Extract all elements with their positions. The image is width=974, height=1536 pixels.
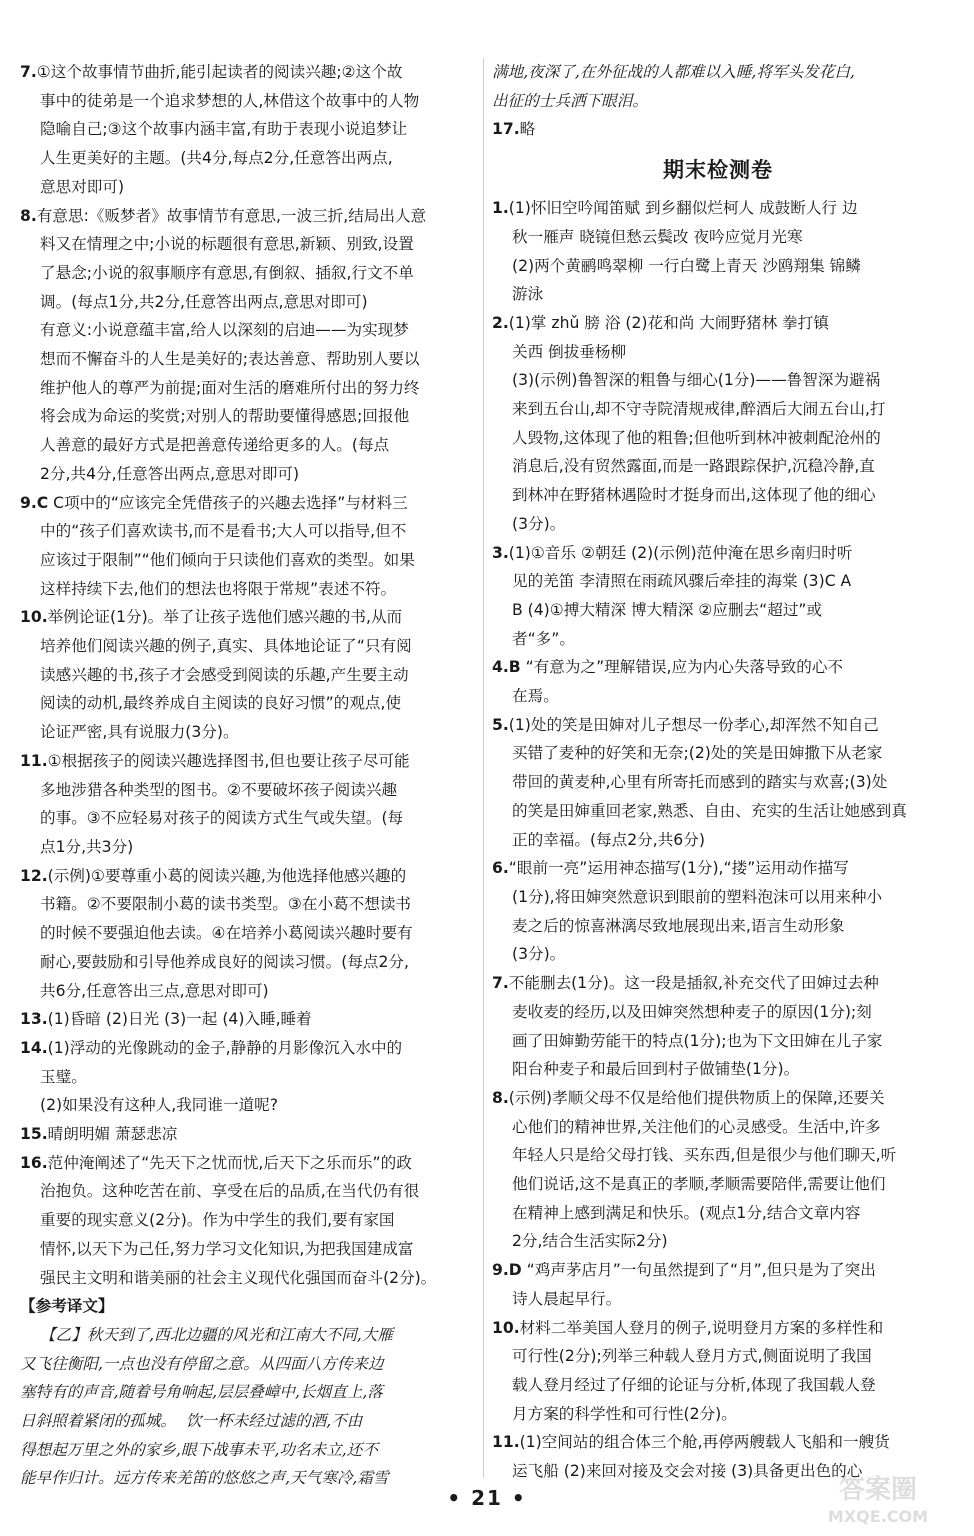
item-number: 7. <box>20 63 37 81</box>
section-title: 期末检测卷 <box>663 158 773 183</box>
translation-line: 得想起万里之外的家乡,眼下战事未平,功名未立,还不 <box>20 1440 378 1459</box>
answer-line: 来到五台山,却不守寺院清规戒律,醉酒后大闹五台山,打 <box>512 400 886 419</box>
item-number: 4.B <box>492 658 521 677</box>
answer-line: 带回的黄麦种,心里有所寄托而感到的踏实与欢喜;(3)处 <box>512 773 888 792</box>
translation-line: 塞特有的声音,随着号角响起,层层叠嶂中,长烟直上,落 <box>20 1383 383 1402</box>
answer-item <box>492 194 944 309</box>
answer-item <box>492 969 944 1084</box>
answer-line: 有意义:小说意蕴丰富,给人以深刻的启迪——为实现梦 <box>40 321 409 340</box>
answer-item <box>20 1005 472 1034</box>
answer-line: 强民主文明和谐美丽的社会主义现代化强国而奋斗(2分)。 <box>40 1268 437 1287</box>
answer-line: 在精神上感到满足和快乐。(观点1分,结合文章内容 <box>512 1203 861 1222</box>
answer-line-first: 7.①这个故事情节曲折,能引起读者的阅读兴趣;②这个故 <box>20 63 403 81</box>
answer-line-first: 17.略 <box>492 120 536 139</box>
answer-line: 的时候不要强迫他去读。④在培养小葛阅读兴趣时要有 <box>40 924 413 943</box>
answer-item <box>20 747 472 862</box>
answer-item <box>20 603 472 747</box>
watermark-logo <box>798 1464 958 1528</box>
answer-line: (1分),将田婶突然意识到眼前的塑料泡沫可以用来种小 <box>512 887 883 906</box>
answer-line: 的事。③不应轻易对孩子的阅读方式生气或失望。(每 <box>40 809 404 828</box>
answer-line: (3)(示例)鲁智深的粗鲁与细心(1分)——鲁智深为避祸 <box>512 371 881 390</box>
answer-line: 事中的徒弟是一个追求梦想的人,林借这个故事中的人物 <box>40 91 420 110</box>
answer-item <box>492 1084 944 1256</box>
item-number: 12. <box>20 866 48 885</box>
answer-item <box>492 115 944 144</box>
answer-line-first: 10.举例论证(1分)。举了让孩子选他们感兴趣的书,从而 <box>20 608 403 627</box>
answer-line: (3分)。 <box>512 514 566 533</box>
answer-line-first: 3.(1)①音乐 ②朝廷 (2)(示例)范仲淹在思乡南归时听 <box>492 543 853 562</box>
answer-line: 诗人晨起早行。 <box>512 1289 622 1308</box>
answer-item <box>20 1120 472 1149</box>
answer-line-first: 8.有意思:《贩梦者》故事情节有意思,一波三折,结局出人意 <box>20 206 427 225</box>
item-number: 3. <box>492 543 509 562</box>
answer-line: 这样持续下去,他们的想法也将限于常规”表述不符。 <box>40 579 397 598</box>
answer-line: 耐心,要鼓励和引导他养成良好的阅读习惯。(每点2分, <box>40 952 409 971</box>
answer-line: (3分)。 <box>512 945 566 964</box>
translation-line: 又飞往衡阳,一点也没有停留之意。从四面八方传来边 <box>20 1354 384 1373</box>
answer-item <box>20 58 472 202</box>
answer-line: 应该过于限制”“他们倾向于只读他们喜欢的类型。如果 <box>40 550 415 569</box>
answer-line-first: 8.(示例)孝顺父母不仅是给他们提供物质上的保障,还要关 <box>492 1088 885 1107</box>
translation-line: 【乙】秋天到了,西北边疆的风光和江南大不同,大雁 <box>40 1325 393 1344</box>
svg-text:MXQE.COM: MXQE.COM <box>827 1507 929 1526</box>
answer-line-first: 13.(1)昏暗 (2)日光 (3)一起 (4)入睡,睡着 <box>20 1010 312 1029</box>
answer-item <box>20 1149 472 1293</box>
answer-line-first: 9.C C项中的“应该完全凭借孩子的兴趣去选择”与材料三 <box>20 493 408 512</box>
answer-item <box>492 58 944 115</box>
item-number: 6. <box>492 859 509 878</box>
answer-line: 月方案的科学性和可行性(2分)。 <box>512 1404 737 1423</box>
item-number: 9.C <box>20 493 49 512</box>
answer-item <box>20 862 472 1006</box>
answer-line: 出征的士兵洒下眼泪。 <box>492 91 648 110</box>
answer-line: 麦收麦的经历,以及田婶突然想种麦子的原因(1分);刻 <box>512 1002 872 1021</box>
item-number: 10. <box>492 1318 520 1337</box>
answer-line: 人善意的最好方式是把善意传递给更多的人。(每点 <box>40 436 390 455</box>
answer-line: 正的幸福。(每点2分,共6分) <box>512 830 705 849</box>
answer-line: 读感兴趣的书,孩子才会感受到阅读的乐趣,产生要主动 <box>40 665 409 684</box>
answer-line: 买错了麦种的好笑和无奈;(2)处的笑是田婶撒下从老家 <box>512 744 883 763</box>
answer-line: 共6分,任意答出三点,意思对即可) <box>40 981 269 1000</box>
answer-line: 关西 倒拔垂杨柳 <box>512 342 627 361</box>
answer-line: 意思对即可) <box>40 177 125 196</box>
answer-item <box>20 489 472 604</box>
item-number: 2. <box>492 313 509 332</box>
answer-line-first: 4.B “有意为之”理解错误,应为内心失落导致的心不 <box>492 658 844 677</box>
item-number: 14. <box>20 1038 48 1057</box>
answer-line-first: 14.(1)浮动的光像跳动的金子,静静的月影像沉入水中的 <box>20 1038 403 1057</box>
answer-line: 心他们的精神世界,关注他们的心灵感受。生活中,许多 <box>512 1117 881 1136</box>
item-number: 5. <box>492 715 509 734</box>
answer-line-first: 5.(1)处的笑是田婶对儿子想尽一份孝心,却浑然不知自己 <box>492 715 879 734</box>
item-number: 13. <box>20 1010 48 1029</box>
answer-line: 2分,结合生活实际2分) <box>512 1232 668 1251</box>
item-number: 8. <box>20 206 37 225</box>
answer-line: 他们说话,这不是真正的孝顺,孝顺需要陪伴,需要让他们 <box>512 1175 886 1194</box>
answer-line: 者“多”。 <box>512 629 575 648</box>
answer-line: 到林冲在野猪林遇险时才挺身而出,这体现了他的细心 <box>512 486 876 505</box>
item-number: 10. <box>20 608 48 627</box>
translation-line: 日斜照着紧闭的孤城。 饮一杯未经过滤的酒,不由 <box>20 1412 363 1431</box>
answer-line: 料又在情理之中;小说的标题很有意思,新颖、别致,设置 <box>40 235 414 254</box>
answer-line: 消息后,没有贸然露面,而是一路跟踪保护,沉稳冷静,直 <box>512 457 875 476</box>
answer-line: 画了田婶勤劳能干的特点(1分);也为下文田婶在儿子家 <box>512 1031 883 1050</box>
answer-line-first: 6.“眼前一亮”运用神态描写(1分),“搂”运用动作描写 <box>492 859 849 878</box>
translation-line: 能早作归计。远方传来羌笛的悠悠之声,天气寒冷,霜雪 <box>20 1469 389 1488</box>
answer-line: 书籍。②不要限制小葛的读书类型。③在小葛不想读书 <box>40 895 412 914</box>
item-number: 1. <box>492 199 509 218</box>
answer-line: 在焉。 <box>512 687 559 706</box>
answer-line: 年轻人只是给父母打钱、买东西,但是很少与他们聊天,听 <box>512 1146 897 1165</box>
answer-line: 隐喻自己;③这个故事内涵丰富,有助于表现小说追梦让 <box>40 120 408 139</box>
reference-title: 【参考译文】 <box>20 1297 114 1316</box>
item-number: 17. <box>492 120 520 139</box>
answer-line: 秋一雁声 晓镜但愁云鬓改 夜吟应觉月光寒 <box>512 227 803 246</box>
answer-item <box>492 309 944 539</box>
item-number: 11. <box>492 1433 520 1452</box>
item-number: 9.D <box>492 1261 522 1280</box>
answer-line-first: 2.(1)掌 zhǔ 膀 浴 (2)花和尚 大闹野猪林 拳打镇 <box>492 313 829 332</box>
item-number: 8. <box>492 1088 509 1107</box>
answer-line: 点1分,共3分) <box>40 837 134 856</box>
answer-line-first: 9.D “鸡声茅店月”一句虽然提到了“月”,但只是为了突出 <box>492 1261 876 1280</box>
answer-line: (2)如果没有这种人,我同谁一道呢? <box>40 1096 279 1115</box>
answer-line-first: 15.晴朗明媚 萧瑟悲凉 <box>20 1125 178 1144</box>
answer-line: 玉璧。 <box>40 1067 87 1086</box>
answer-item <box>20 1034 472 1120</box>
answer-line: 培养他们阅读兴趣的例子,真实、具体地论证了“只有阅 <box>40 637 412 656</box>
svg-text:答案圈: 答案圈 <box>838 1475 918 1505</box>
answer-item <box>492 539 944 654</box>
left-column <box>20 58 472 1493</box>
answer-line-first: 16.范仲淹阐述了“先天下之忧而忧,后天下之乐而乐”的政 <box>20 1153 412 1172</box>
answer-line-first: 11.(1)空间站的组合体三个舱,再停两艘载人飞船和一艘货 <box>492 1433 890 1452</box>
answer-line: 麦之后的惊喜淋漓尽致地展现出来,语言生动形象 <box>512 916 845 935</box>
item-number: 16. <box>20 1153 48 1172</box>
answer-line: 载人登月经过了仔细的论证与分析,体现了我国载人登 <box>512 1375 876 1394</box>
answer-line: 重要的现实意义(2分)。作为中学生的我们,要有家国 <box>40 1211 395 1230</box>
answer-line: 阳台种麦子和最后回到村子做铺垫(1分)。 <box>512 1060 800 1079</box>
answer-line: 多地涉猎各种类型的图书。②不要破坏孩子阅读兴趣 <box>40 780 398 799</box>
answer-line: 人生更美好的主题。(共4分,每点2分,任意答出两点, <box>40 149 393 168</box>
answer-line: 了悬念;小说的叙事顺序有意思,有倒叙、插叙,行文不单 <box>40 263 414 282</box>
page-number: • 21 • <box>447 1486 527 1510</box>
answer-line: 中的“孩子们喜欢读书,而不是看书;大人可以指导,但不 <box>40 522 407 541</box>
answer-item <box>492 854 944 969</box>
answer-line-first: 12.(示例)①要尊重小葛的阅读兴趣,为他选择他感兴趣的 <box>20 866 407 885</box>
answer-item <box>492 1256 944 1313</box>
answer-line: 运飞船 (2)来回对接及交会对接 (3)具备更出色的心 <box>512 1462 863 1481</box>
answer-item <box>492 1314 944 1429</box>
item-number: 15. <box>20 1125 48 1144</box>
right-column <box>492 58 944 1486</box>
answer-item <box>20 202 472 489</box>
answer-line: 2分,共4分,任意答出两点,意思对即可) <box>40 464 300 483</box>
answer-line: 游泳 <box>512 285 544 304</box>
answer-line: B (4)①搏大精深 博大精深 ②应删去“超过”或 <box>512 600 823 619</box>
answer-line-first: 10.材料二举美国人登月的例子,说明登月方案的多样性和 <box>492 1318 884 1337</box>
reference-translation <box>20 1292 472 1493</box>
answer-line: 治抱负。这种吃苦在前、享受在后的品质,在当代仍有很 <box>40 1182 420 1201</box>
answer-line: (2)两个黄鹂鸣翠柳 一行白鹭上青天 沙鸥翔集 锦鳞 <box>512 256 861 275</box>
answer-line: 情怀,以天下为己任,努力学习文化知识,为把我国建成富 <box>40 1239 414 1258</box>
answer-line: 人毁物,这体现了他的粗鲁;但他听到林冲被刺配沧州的 <box>512 428 881 447</box>
answer-line-first: 满地,夜深了,在外征战的人都难以入睡,将军头发花白, <box>492 63 855 81</box>
answer-line: 的笑是田婶重回老家,熟悉、自由、充实的生活让她感到真 <box>512 801 907 820</box>
answer-line: 将会成为命运的奖赏;对别人的帮助要懂得感恩;回报他 <box>40 407 410 426</box>
answer-item <box>492 653 944 710</box>
answer-line-first: 11.①根据孩子的阅读兴趣选择图书,但也要让孩子尽可能 <box>20 751 410 770</box>
answer-line-first: 7.不能删去(1分)。这一段是插叙,补充交代了田婶过去种 <box>492 974 879 993</box>
column-divider <box>483 58 484 1478</box>
answer-line: 维护他人的尊严为前提;面对生活的磨难所付出的努力终 <box>40 378 420 397</box>
answer-line: 论证严密,具有说服力(3分)。 <box>40 723 239 742</box>
item-number: 11. <box>20 751 48 770</box>
answer-line: 见的羌笛 李清照在雨疏风骤后牵挂的海棠 (3)C A <box>512 572 852 591</box>
answer-line: 阅读的动机,最终养成自主阅读的良好习惯”的观点,使 <box>40 694 402 713</box>
answer-line-first: 1.(1)怀旧空吟闻笛赋 到乡翻似烂柯人 成鼓断人行 边 <box>492 199 858 218</box>
answer-item <box>492 711 944 855</box>
answer-line: 想而不懈奋斗的人生是美好的;表达善意、帮助别人要以 <box>40 350 420 369</box>
answer-line: 调。(每点1分,共2分,任意答出两点,意思对即可) <box>40 292 368 311</box>
item-number: 7. <box>492 974 509 993</box>
answer-line: 可行性(2分);列举三种载人登月方式,侧面说明了我国 <box>512 1347 872 1366</box>
